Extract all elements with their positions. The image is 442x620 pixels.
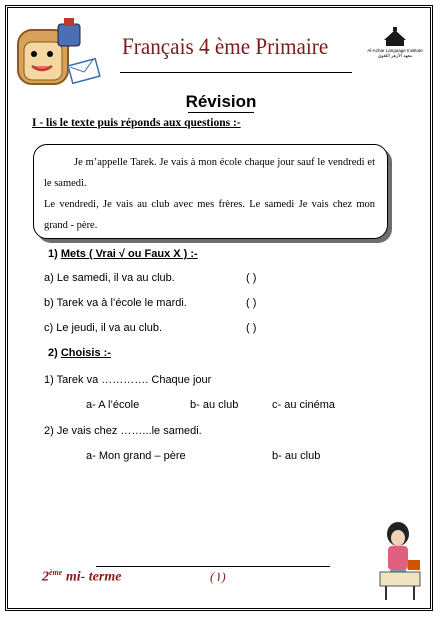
q2-q1-option-b[interactable]: b- au club [190,399,239,411]
q2-q1-option-c[interactable]: c- au cinéma [272,399,335,411]
q1-title: Mets ( Vrai √ ou Faux X ) :- [60,248,198,260]
q2-number: 2) [48,347,58,359]
reading-text-box [33,144,388,239]
student-girl-illustration [376,520,426,602]
term-text: mi- terme [62,569,122,585]
q2-q1-option-a[interactable]: a- A l’école [86,399,140,411]
q1-item-a: a) Le samedi, il va au club. [44,272,175,284]
q2-heading [48,347,111,359]
footer-line [96,566,330,567]
q1-answer-a[interactable]: ( ) [246,272,257,284]
logo-line2: معهد الأزهر اللغوي [377,53,413,58]
title-underline [120,72,352,73]
q2-q2-option-a[interactable]: a- Mon grand – père [86,450,186,462]
q2-q2-option-b[interactable]: b- au club [272,450,321,462]
q1-item-b: b) Tarek va à l’école le mardi. [44,297,187,309]
q2-title: Choisis :- [60,347,111,359]
term-superscript: ème [49,568,63,577]
q1-number: 1) [48,248,58,260]
page-title: Français 4 ème Primaire [122,34,329,59]
reading-paragraph-1: Je m’appelle Tarek. Je vais à mon école chaque jour sauf le vendredi et le samedi. [44,157,375,189]
revision-heading: Révision [185,92,257,111]
logo-line1: Al-Azhar Language Institute [367,48,423,53]
q2-question-1: 1) Tarek va …………. Chaque jour [44,374,212,386]
q1-answer-c[interactable]: ( ) [246,322,257,334]
revision-underline [188,112,254,113]
term-number: 2 [42,569,49,585]
q1-heading [48,248,198,260]
q2-question-2: 2) Je vais chez ……...le samedi. [44,425,202,437]
reading-paragraph-2: Le vendredi, Je vais au club avec mes frères. Le samedi Je vais chez mon grand - père. [44,199,375,231]
bread-mascot-illustration [12,14,104,94]
q1-item-c: c) Le jeudi, il va au club. [44,322,163,334]
institute-logo-text [358,48,432,58]
page-number: (١) [210,569,226,584]
term-label [42,568,121,586]
section1-heading: I - lis le texte puis réponds aux questions :- [32,117,241,129]
institute-logo [364,26,426,64]
q1-answer-b[interactable]: ( ) [246,297,257,309]
